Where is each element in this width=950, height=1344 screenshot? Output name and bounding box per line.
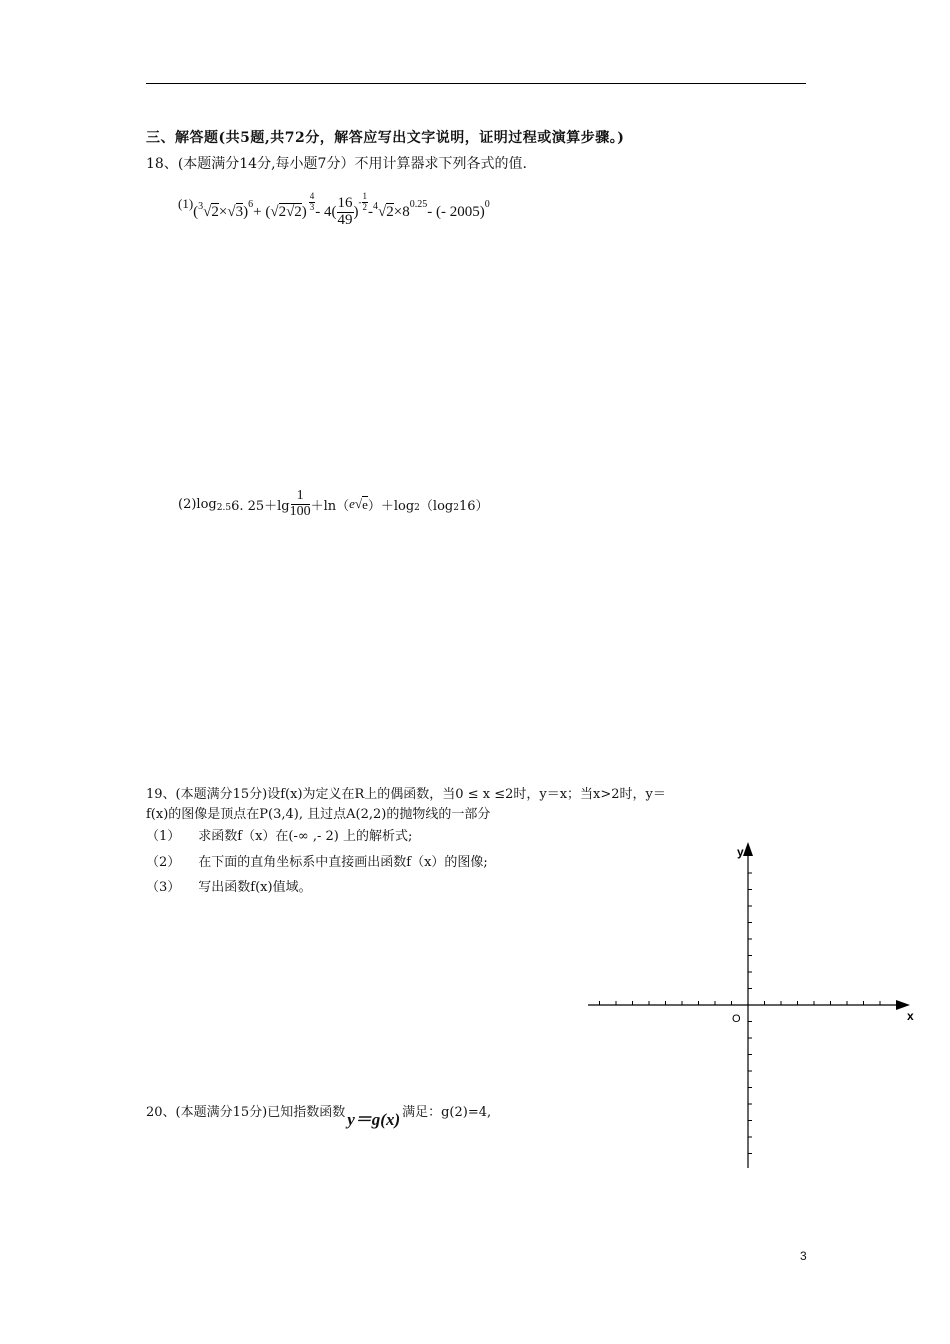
q18-part2-expression: (2)log 2.5 6. 25＋lg $\frac{1}{100}$ ＋ln（ e √ e ）＋log 2 （log 2 16） bbox=[178, 488, 489, 519]
header-rule bbox=[146, 83, 806, 84]
coordinate-axes bbox=[580, 838, 920, 1173]
q20-text: 20、(本题满分15分)已知指数函数 bbox=[146, 1105, 346, 1120]
radicand: 2 bbox=[211, 204, 219, 221]
log-base: 2.5 bbox=[216, 503, 232, 514]
q18-stem: 18、(本题满分14分,每小题7分）不用计算器求下列各式的值. bbox=[146, 156, 527, 172]
times: × bbox=[218, 203, 228, 220]
exponent-fraction: $\frac{4}{3}$ bbox=[309, 191, 315, 212]
exponent-fraction: $\frac{1}{2}$ bbox=[362, 191, 368, 212]
q19-sub2: （2） 在下面的直角坐标系中直接画出函数f（x）的图像; bbox=[146, 855, 488, 870]
q18-part2-label: (2)log bbox=[178, 496, 217, 512]
y-axis-arrow bbox=[743, 842, 753, 856]
radicand: e bbox=[362, 496, 368, 512]
root-index: 4 bbox=[373, 200, 379, 212]
paren: ) bbox=[353, 203, 359, 220]
term: 16） bbox=[458, 498, 489, 514]
exponent: 6 bbox=[248, 198, 254, 210]
origin-label: O bbox=[732, 1013, 741, 1025]
term: ）＋log bbox=[367, 498, 415, 514]
radicand: 2 bbox=[386, 204, 394, 221]
radicand: 3 bbox=[235, 204, 244, 221]
e-symbol: e bbox=[349, 496, 355, 512]
q18-part1-expression: (1) ( 3 √ 2 × √ 3 ) 6 + ( √ 2√2 ) $\frac{4}{3}$ - 4( $\frac{16}{49}$ ) - $\frac{1}{2}$ - 4 √ 2 ×8 0.25 - (- 2005) 0 bbox=[178, 191, 490, 228]
q20-statement bbox=[146, 1098, 492, 1129]
term: （log bbox=[419, 498, 454, 514]
term: 6. 25＋lg bbox=[231, 498, 290, 514]
fraction: $\frac{1}{100}$ bbox=[289, 488, 311, 519]
exponent: 0.25 bbox=[409, 198, 428, 210]
log-base: 2 bbox=[453, 503, 459, 514]
section-title: 三、解答题(共5题,共72分，解答应写出文字说明，证明过程或演算步骤。) bbox=[146, 130, 625, 146]
log-base: 2 bbox=[414, 503, 420, 514]
x-axis-label: x bbox=[907, 1009, 914, 1023]
q19-sub1: （1） 求函数f（x）在(-∞ ,- 2) 上的解析式; bbox=[146, 829, 413, 844]
minus: - bbox=[368, 203, 374, 220]
q20-text: 满足：g(2)=4, bbox=[402, 1105, 492, 1120]
radicand: 2 bbox=[278, 204, 287, 221]
q19-line2: f(x)的图像是顶点在P(3,4), 且过点A(2,2)的抛物线的一部分 bbox=[146, 807, 491, 822]
paren: ( bbox=[193, 203, 199, 220]
term: ＋ln（ bbox=[310, 498, 350, 514]
plus: + bbox=[253, 203, 262, 220]
paren: ) bbox=[243, 203, 249, 220]
exponent-sign: - bbox=[358, 197, 362, 208]
q19-line1: 19、(本题满分15分)设f(x)为定义在R上的偶函数，当0 ≤ x ≤2时，y＝x；当x>2时，y＝ bbox=[146, 787, 666, 802]
page-number: 3 bbox=[800, 1249, 807, 1263]
q19-sub3: （3） 写出函数f(x)值域。 bbox=[146, 880, 312, 895]
q20-formula: y＝g(x) bbox=[347, 1110, 401, 1129]
times: ×8 bbox=[393, 203, 410, 220]
minus: - 4( bbox=[315, 203, 337, 220]
fraction: $\frac{16}{49}$ bbox=[337, 195, 353, 228]
y-axis-label: y bbox=[737, 845, 744, 859]
q18-part1-label: (1) bbox=[178, 196, 194, 212]
radicand: 2 bbox=[294, 204, 302, 221]
minus: - (- 2005) bbox=[427, 203, 485, 220]
exponent: 0 bbox=[484, 198, 490, 210]
root-index: 3 bbox=[198, 200, 204, 212]
